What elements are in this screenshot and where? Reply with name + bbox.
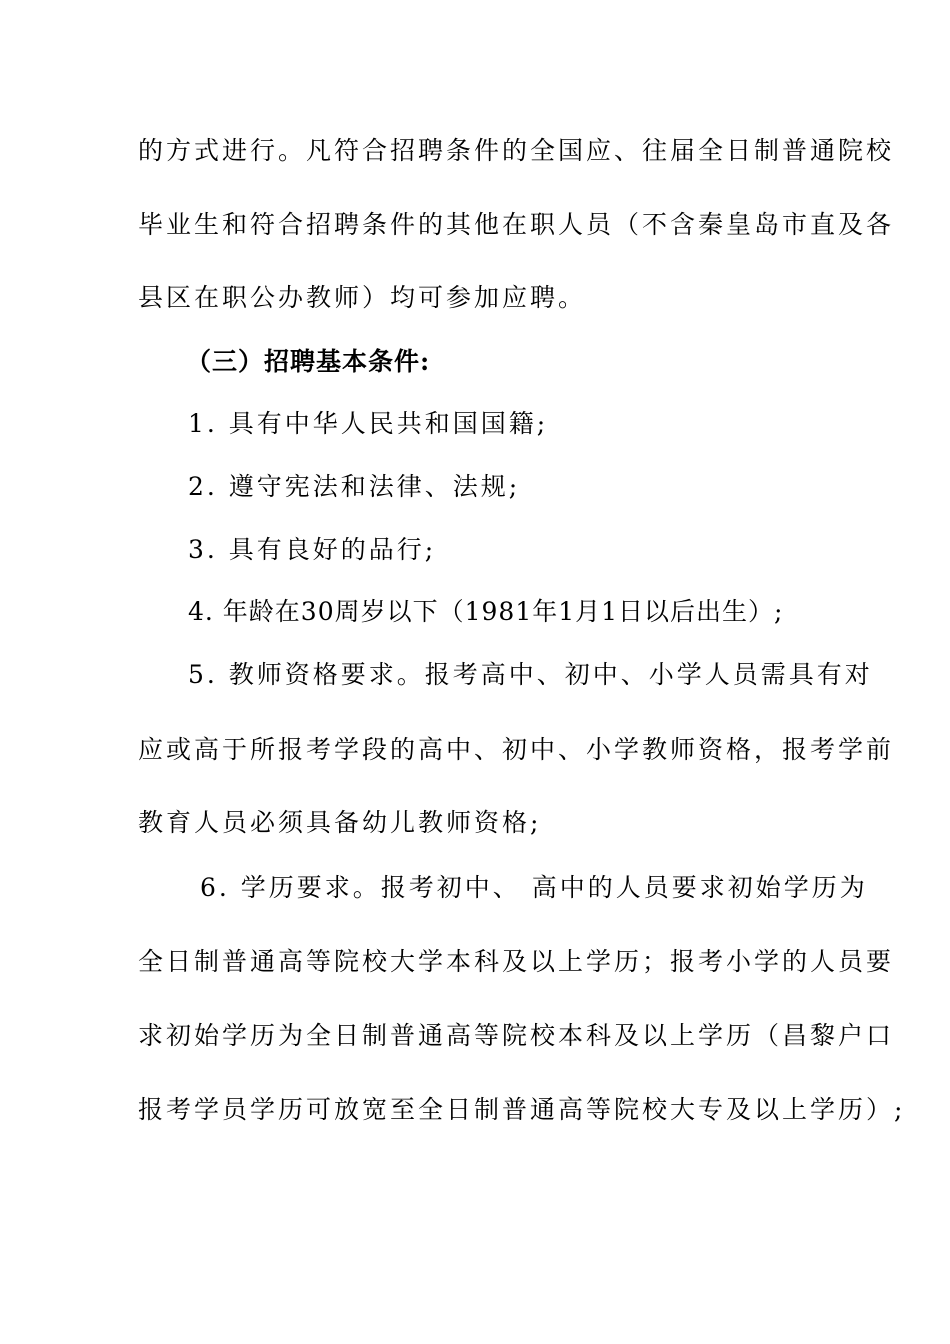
paragraph-line: 教育人员必须具备幼儿教师资格; [138,808,542,837]
list-item: 5. 教师资格要求。报考高中、初中、小学人员需具有对 [188,660,873,689]
list-item: 1. 具有中华人民共和国国籍; [188,409,549,438]
paragraph-line: 报考学员学历可放宽至全日制普通高等院校大专及以上学历）; [138,1095,906,1124]
paragraph-line: 的方式进行。凡符合招聘条件的全国应、往届全日制普通院校 [138,136,895,165]
paragraph-line: 全日制普通高等院校大学本科及以上学历；报考小学的人员要 [138,947,895,976]
list-item: 6. 学历要求。报考初中、 高中的人员要求初始学历为 [200,873,868,902]
paragraph-line: 应或高于所报考学段的高中、初中、小学教师资格，报考学前 [138,735,895,764]
section-heading: （三）招聘基本条件: [186,347,431,376]
list-item: 4. 年龄在30周岁以下（1981年1月1日以后出生）; [188,597,784,626]
paragraph-line: 求初始学历为全日制普通高等院校本科及以上学历（昌黎户口 [138,1021,895,1050]
paragraph-line: 县区在职公办教师）均可参加应聘。 [138,283,587,312]
list-item: 2. 遵守宪法和法律、法规; [188,472,521,501]
paragraph-line: 毕业生和符合招聘条件的其他在职人员（不含秦皇岛市直及各 [138,210,895,239]
list-item: 3. 具有良好的品行; [188,535,437,564]
